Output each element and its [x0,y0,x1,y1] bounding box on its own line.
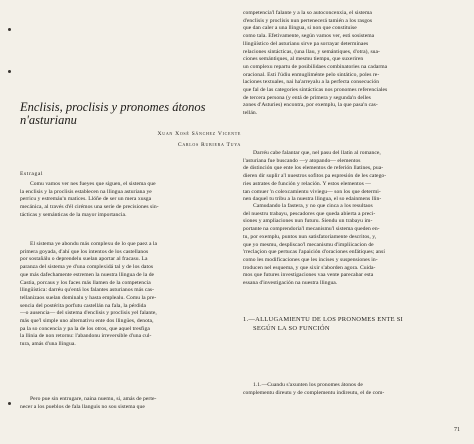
text-line: Camudando la fastera, y no que cinca a los resultaos [253,203,373,209]
section-heading [243,315,459,333]
text-line: relaciones sintácticas, (una llau, y semántiques, d'otra), sua- [243,48,380,55]
title-line-1: Enclisis, proclisis y pronomes átonos [20,100,206,114]
text-line: primera goyada, d'ahí que los intentos de los castellanos [20,248,149,255]
text-line: como tala. Efetivamente, según vamos ver, esti sosistema [243,33,375,40]
body-paragraph [243,150,459,204]
left-column [20,0,241,444]
section-label: Estragal [20,171,44,177]
text-line: oracional. Esti l'údiu enmugliménte pelo sintático, poles re- [243,71,380,78]
text-line: portante na comprendoria'l mecanismu'l sistema queden en- [243,226,380,233]
text-line: mecánica, al través d'él cirémos una serie de precisiones sin- [20,204,159,211]
text-line: d'enclisis y proclisis nun pertenecerá tamién a los rasgos [243,17,373,24]
text-line: de tercera persona (y entá de primera y segunda'n delles [243,94,371,101]
text-line: tellán. [243,110,258,117]
text-line: que yo mesmu, despliscao'l mecanismu d'impliicacion de [243,241,374,248]
text-line: llingüístico del asturianu sirve pa sorrayar determinaes [243,40,369,47]
text-line: pa la so concencia y pa la de los otros, que aquel tresfiga [20,325,150,332]
text-line: de distinción que ente los elementos de referión llatines, pua- [243,165,384,172]
text-line: tu, por exemplu, puntos nun satisfatoriamente descritos, y, [243,233,377,240]
text-line: —o ausencia— del sistema d'enclisis y proclisis yel falante, [20,310,157,317]
text-line: dieren dir suplir a'l nuestros sofitos pa espresión de les catego- [243,173,387,180]
heading-line-1: 1.—ALLUGAMIENTU DE LOS PRONOMES ENTE SI [243,316,403,323]
body-paragraph [243,10,459,118]
text-line: complementu direutu y de complementu indireutu, el de com- [243,389,385,396]
text-line: El sistema ye abondu más complexu de lo que paez a la [30,241,158,247]
text-line: Darréu cabe falantar que, nel pasu del llatín al romance, [253,150,381,156]
text-line: zones d'Asturies) encontra, por exemplu, la que pasa'n cas- [243,102,378,109]
text-line: siones y ampliaciones nun futuru. Siendu un trabayu im- [243,218,373,225]
text-line: nen daquel tu tribu a la nuestra llingua, el so edainmens llin- [243,196,382,203]
body-paragraph [243,203,459,288]
text-line: sencia del postérita porfutu castellán na fala, la pérdida [20,302,147,309]
title-line-2: n'asturianu [20,113,77,127]
text-line: necer a los pueblos de fala llanguis no sou sistema que [20,403,145,410]
text-line: que más dafechamente estremen la nuestra llingua de la de [20,271,155,278]
heading-line-2: SEGÚN LA SO FUNCIÓN [253,325,330,332]
bullet-mark [8,28,11,31]
body-paragraph [20,181,241,220]
bullet-mark [8,402,11,405]
text-line: perricu y estremáu'n matices. Llóñe de ser un mera xusga [20,196,152,203]
text-line: que fal de las categories sintácticas nos pronomes referenciales [243,87,388,94]
text-line: laciones textuales, nai ha'arreyalu a la perfecta consecución [243,79,380,86]
text-line: tura, amás d'una llingua. [20,341,76,348]
text-line: tellanizaos suelan dominalu y hasta emplealu. Comu la pre- [20,294,157,301]
text-line: 'rreclaçion que pertucas l'apaición d'oraciones enfátiques; ansí [243,249,385,256]
bullet-mark [8,70,11,73]
text-line: mos que futures investigaciones vaa vente parecabar esta [243,272,374,279]
author-name: Carlos Rubiera Tuya [177,142,241,148]
text-line: la enclisis y la proclisis establecen na llingua asturiana ye [20,188,152,195]
text-line: como les modificaciones que les incises y suspensiones in- [243,256,378,263]
body-paragraph [20,396,241,411]
author-name: Xuan Xosé Sánchez Vicente [157,131,241,137]
text-line: l'asturiana fue buscando —y atopando— elementos [243,157,361,164]
text-line: tácticas y semánticas de la mayor importancia. [20,211,127,218]
text-line: llingüística: darréu qu'entá los falantes asturianos más cas- [20,287,155,294]
text-line: Pero pue sin entrugare, naina nuemu, si, amás de perte- [30,396,157,402]
text-line: que dan caler a una llingua, si non que constituise [243,25,357,32]
text-line: un complexu repartu de posibilidaes combinatories na cadarma [243,63,388,70]
text-line: Castia, porcaus y los faces más llamen de la competencia [20,279,151,286]
text-line: del nuestru trabayu, pescadores que queda abierta a preci- [243,210,376,217]
text-line: troducen nel esquema, y que sixir s'aborden agora. Cuida- [243,264,376,271]
body-paragraph [20,241,241,349]
text-line: Comu vamos ver nes fueyes que siguen, el sistema que [30,181,156,187]
text-line: essana d'investigación na nuestra llingua. [243,280,338,287]
text-line: por sostañálu o deprendelu suelan aportar al fracasu. La [20,256,148,263]
text-line: paranza del sistema ye d'una complexidá tal y de los datos [20,264,154,271]
text-line: ries astrates de función y relación. Y estos elementos — [243,180,371,187]
page-number: 71 [454,427,460,433]
text-line: tan comuer 'n colexcamientu viviegu— son los que determi- [243,188,381,195]
body-paragraph [243,382,459,397]
text-line: 1.1.—Cuandu s'axunten los pronomes átonos de [253,382,363,388]
text-line: ciones semántiques, al mesmu tiempu, que suxeriren [243,56,364,63]
text-line: competencia'l falante y a la so autoconcenxia, el sistema [243,10,372,16]
text-line: más que'l simple uno alternativu ente dos llingües, denota, [20,318,154,325]
text-line: la llinia de non retornu: l'abandonu irreversible d'una cul- [20,333,152,340]
